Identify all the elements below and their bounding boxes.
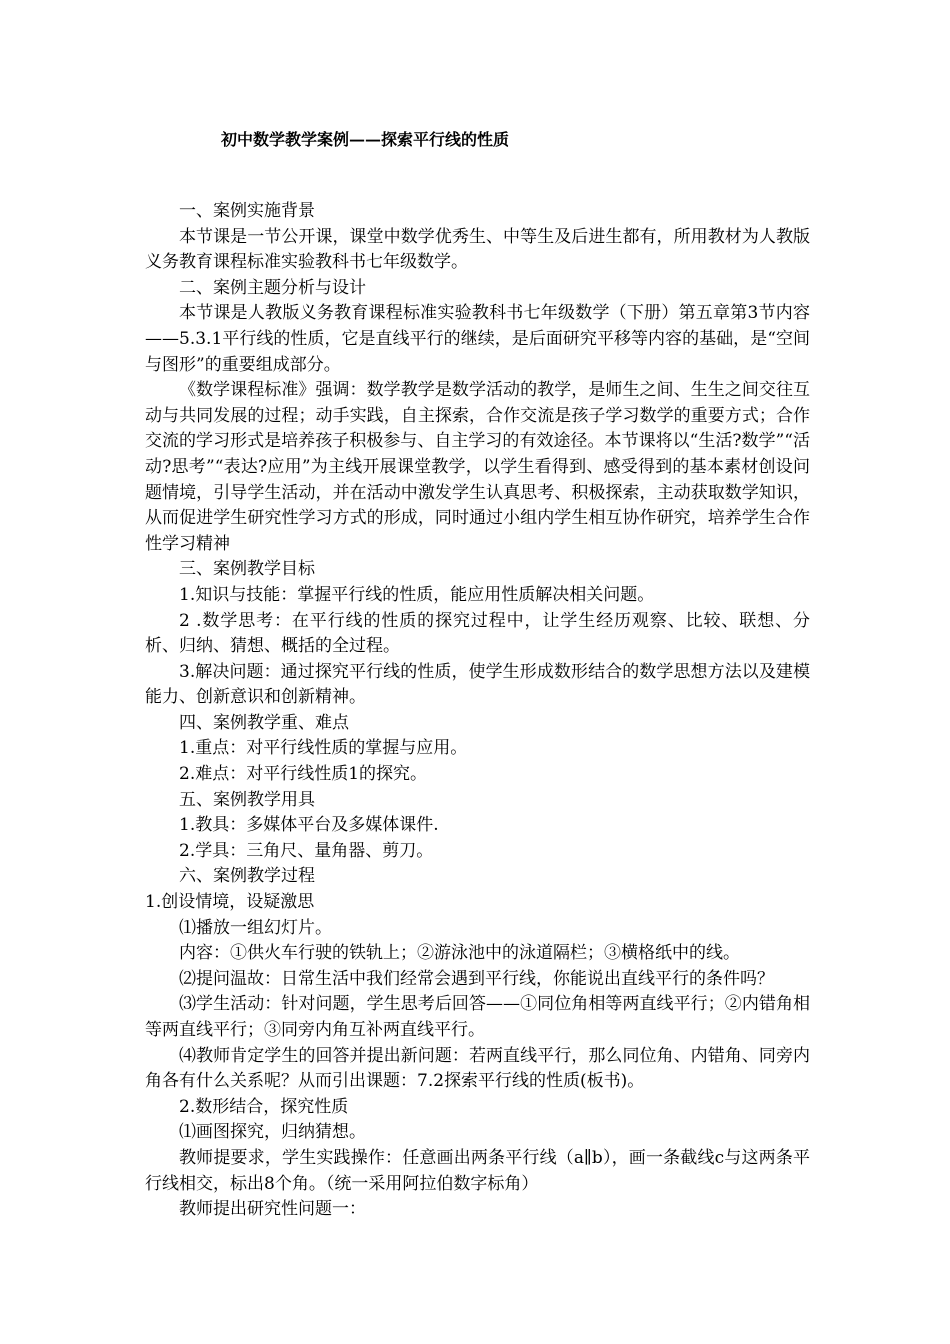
paragraph: 3.解决问题：通过探究平行线的性质，使学生形成数形结合的数学思想方法以及建模能力、创新意识和创新精神。 bbox=[145, 661, 810, 708]
paragraph: 《数学课程标准》强调：数学教学是数学活动的教学，是师生之间、生生之间交往互动与共同发展的过程；动手实践，自主探索，合作交流是孩子学习数学的重要方式；合作交流的学习形式是培养孩子积极参与、自主学习的有效途径。本节课将以“生活?数学”“活动?思考”“表达?应用”为主线开展课堂教学，以学生看得到、感受得到的基本素材创设问题情境，引导学生活动，并在活动中激发学生认真思考、积极探索，主动获取数学知识，从而促进学生研究性学习方式的形成，同时通过小组内学生相互协作研究，培养学生合作性学习精神 bbox=[145, 380, 810, 554]
section-heading: 三、案例教学目标 bbox=[179, 559, 315, 580]
section-heading: 四、案例教学重、难点 bbox=[179, 712, 349, 733]
document-title: 初中数学教学案例——探索平行线的性质 bbox=[221, 130, 510, 149]
section-heading: 六、案例教学过程 bbox=[179, 866, 315, 887]
paragraph: 本节课是一节公开课，课堂中数学优秀生、中等生及后进生都有，所用教材为人教版义务教育课程标准实验教科书七年级数学。 bbox=[145, 226, 810, 273]
paragraph: 2 .数学思考：在平行线的性质的探究过程中，让学生经历观察、比较、联想、分析、归纳、猜想、概括的全过程。 bbox=[145, 610, 810, 657]
paragraph: ⑴播放一组幻灯片。 bbox=[179, 917, 332, 938]
document-body bbox=[145, 199, 810, 1223]
paragraph: 本节课是人教版义务教育课程标准实验教科书七年级数学（下册）第五章第3节内容——5.3.1平行线的性质，它是直线平行的继续，是后面研究平移等内容的基础，是“空间与图形”的重要组成部分。 bbox=[145, 303, 810, 375]
paragraph: ⑶学生活动：针对问题，学生思考后回答——①同位角相等两直线平行；②内错角相等两直线平行；③同旁内角互补两直线平行。 bbox=[145, 994, 810, 1040]
paragraph: 1.重点：对平行线性质的掌握与应用。 bbox=[179, 738, 468, 759]
subsection-heading: 1.创设情境，设疑激思 bbox=[145, 892, 315, 913]
paragraph: 教师提出研究性问题一： bbox=[179, 1199, 366, 1220]
section-heading: 五、案例教学用具 bbox=[179, 789, 315, 810]
section-heading: 一、案例实施背景 bbox=[179, 201, 315, 221]
paragraph: 内容：①供火车行驶的铁轨上；②游泳池中的泳道隔栏；③横格纸中的线。 bbox=[179, 943, 740, 964]
paragraph: 教师提要求，学生实践操作：任意画出两条平行线（a∥b），画一条截线c与这两条平行线相交，标出8个角。（统一采用阿拉伯数字标角） bbox=[145, 1147, 810, 1194]
paragraph: 2.难点：对平行线性质1的探究。 bbox=[179, 764, 428, 785]
paragraph: ⑴画图探究，归纳猜想。 bbox=[179, 1122, 366, 1143]
paragraph: 2.学具：三角尺、量角器、剪刀。 bbox=[179, 840, 434, 861]
subsection-heading: 2.数形结合，探究性质 bbox=[179, 1096, 349, 1117]
section-heading: 二、案例主题分析与设计 bbox=[179, 277, 366, 298]
paragraph: ⑵提问温故：日常生活中我们经常会遇到平行线，你能说出直线平行的条件吗？ bbox=[179, 968, 774, 989]
paragraph: 1.教具：多媒体平台及多媒体课件. bbox=[179, 815, 439, 836]
paragraph: 1.知识与技能：掌握平行线的性质，能应用性质解决相关问题。 bbox=[179, 584, 655, 605]
paragraph: ⑷教师肯定学生的回答并提出新问题：若两直线平行，那么同位角、内错角、同旁内角各有什么关系呢？从而引出课题：7.2探索平行线的性质(板书)。 bbox=[145, 1045, 810, 1092]
